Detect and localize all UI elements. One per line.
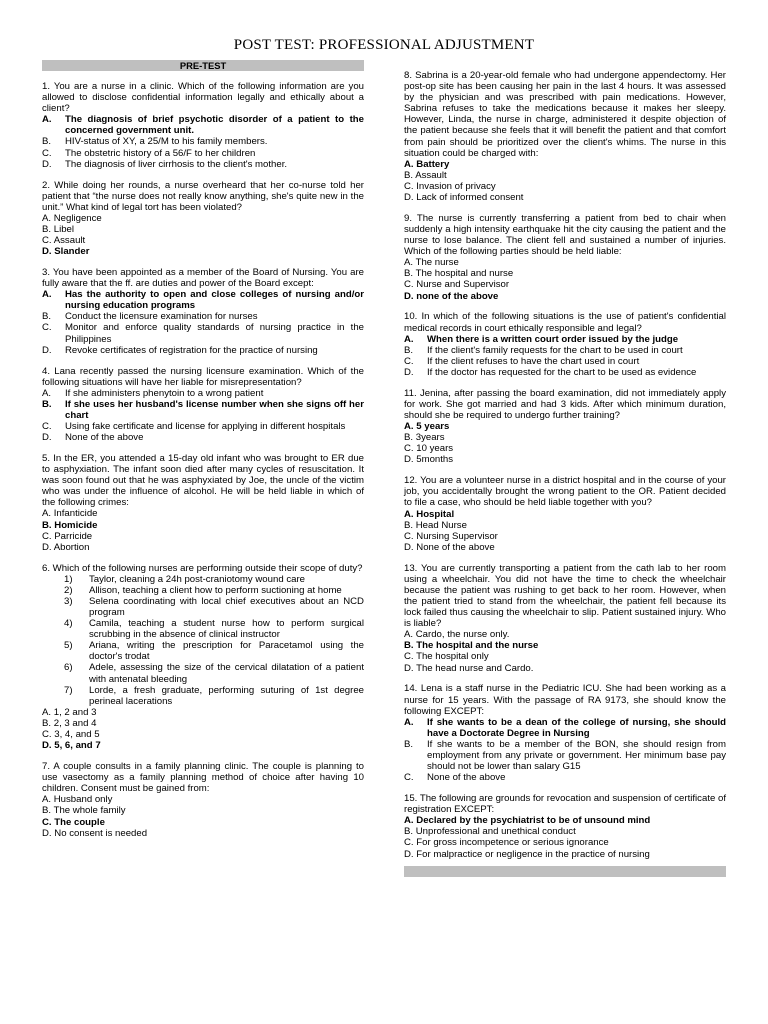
question-text: 10. In which of the following situations is the use of patient's confidential medical records in court ethically responsible and legal?	[404, 311, 726, 334]
numbered-item	[42, 596, 364, 618]
answer-option	[42, 729, 364, 740]
option-letter: D.	[404, 454, 414, 466]
option-text: Lack of informed consent	[416, 192, 524, 204]
item-text: Selena coordinating with local chief executives about an NCD program	[89, 595, 364, 619]
item-number: 7)	[64, 684, 73, 696]
option-text: None of the above	[427, 772, 506, 784]
option-text: Slander	[54, 246, 90, 258]
answer-option	[42, 322, 364, 344]
answer-option	[404, 334, 726, 345]
question-text: 6. Which of the following nurses are performing outside their scope of duty?	[42, 562, 363, 574]
option-text: Head Nurse	[415, 519, 467, 531]
answer-option	[42, 794, 364, 805]
option-text: 5months	[416, 454, 454, 466]
option-letter: B.	[42, 717, 52, 729]
option-letter: B.	[42, 311, 52, 323]
item-number: 5)	[64, 640, 73, 652]
option-text: The head nurse and Cardo.	[416, 662, 534, 674]
option-letter: C.	[42, 816, 52, 828]
option-text: The couple	[54, 816, 105, 828]
option-text: none of the above	[416, 290, 499, 302]
option-letter: B.	[42, 223, 52, 235]
option-text: 1, 2 and 3	[53, 706, 97, 718]
item-text: Taylor, cleaning a 24h post-craniotomy wound care	[89, 573, 305, 585]
answer-option	[404, 717, 726, 739]
option-text: Revoke certificates of registration for the practice of nursing	[65, 344, 318, 356]
item-number: 4)	[64, 618, 73, 630]
option-letter: A.	[42, 508, 52, 520]
answer-option	[42, 432, 364, 443]
question-text: 11. Jenina, after passing the board examination, did not immediately apply for work. She got married and had 3 kids. After which minimum duration, should she be required to undergo further training?	[404, 387, 726, 422]
question-8	[404, 70, 726, 203]
question-text: 5. In the ER, you attended a 15-day old infant who was brought to ER due to asphyxiation. The infant soon died after many cycles of resuscitation. It was soon found out that he was asphyxiated by Joe, the uncle of the victim who was under the influence of alcohol. He will be held liable in which of the following crimes:	[42, 453, 364, 509]
option-letter: A.	[42, 794, 52, 806]
answer-option	[404, 279, 726, 290]
answer-option	[42, 508, 364, 519]
option-letter: D.	[404, 541, 414, 553]
answer-option	[42, 805, 364, 816]
option-text: Negligence	[53, 212, 102, 224]
option-text: Libel	[53, 223, 75, 235]
footer-bar	[404, 866, 726, 877]
answer-option	[42, 520, 364, 531]
option-letter: D.	[42, 344, 52, 356]
numbered-item	[42, 618, 364, 640]
option-letter: A.	[404, 629, 414, 641]
item-number: 6)	[64, 662, 73, 674]
section-header: PRE-TEST	[42, 60, 364, 71]
question-12	[404, 475, 726, 553]
option-text: Declared by the psychiatrist to be of unsound mind	[416, 815, 651, 827]
option-letter: C.	[42, 421, 52, 433]
question-9	[404, 213, 726, 302]
right-column	[404, 60, 726, 877]
left-questions	[42, 81, 364, 839]
option-text: For malpractice or negligence in the practice of nursing	[416, 848, 650, 860]
option-letter: C.	[404, 837, 414, 849]
option-letter: D.	[404, 848, 414, 860]
option-letter: C.	[404, 355, 414, 367]
question-text: 2. While doing her rounds, a nurse overheard that her co-nurse told her patient that “the nurse does not really know anything, she's quite new in the unit.” What kind of legal tort has been violated?	[42, 179, 364, 213]
item-text: Allison, teaching a client how to perform suctioning at home	[89, 584, 342, 596]
option-text: No consent is needed	[54, 827, 148, 839]
answer-option	[404, 651, 726, 662]
option-letter: C.	[404, 530, 414, 542]
answer-option	[42, 213, 364, 224]
option-text: The hospital and the nurse	[416, 640, 539, 652]
answer-option	[404, 849, 726, 860]
option-text: Husband only	[53, 794, 113, 806]
question-text: 8. Sabrina is a 20-year-old female who had undergone appendectomy. Her post-op site has been causing her pain in the last 4 hours. It was assessed by the physician and was prescribed with pain medications. However, Sabrina refuses to take the medications because it makes her sleepy. However, Linda, the nurse in charge, administered it despite objection of the patient because she feels that it will benefit the patient and that comfort from pain should be prioritized over the client's whims. The nurse in this situation could be charged with:	[404, 70, 726, 159]
question-text: 7. A couple consults in a family planning clinic. The couple is planning to use vasectomy as a family planning method of choice after having 10 children. Consent must be gained from:	[42, 761, 364, 795]
option-text: The diagnosis of liver cirrhosis to the client's mother.	[65, 158, 288, 170]
option-letter: C.	[404, 651, 414, 663]
option-letter: A.	[42, 289, 52, 301]
option-text: If the client refuses to have the chart used in court	[427, 355, 640, 367]
answer-option	[404, 837, 726, 848]
answer-option	[42, 224, 364, 235]
option-text: If the client's family requests for the chart to be used in court	[427, 344, 683, 356]
answer-option	[42, 399, 364, 421]
option-text: If she wants to be a member of the BON, she should resign from employment from any private or government. Her minimum base pay should not be lower than salary G15	[427, 738, 726, 773]
option-letter: A.	[42, 212, 52, 224]
option-letter: D.	[42, 246, 52, 258]
question-text: 12. You are a volunteer nurse in a district hospital and in the course of your job, you accidentally brought the wrong patient to the OR. Patient decided to file a case, who should be held liable together with you?	[404, 475, 726, 509]
answer-option	[404, 432, 726, 443]
option-letter: C.	[404, 180, 414, 192]
answer-option	[404, 542, 726, 553]
answer-option	[42, 707, 364, 718]
option-text: 3years	[415, 432, 445, 444]
option-text: 2, 3 and 4	[53, 717, 97, 729]
option-letter: B.	[404, 344, 414, 356]
option-letter: A.	[404, 421, 414, 433]
answer-option	[404, 739, 726, 772]
option-letter: A.	[404, 508, 414, 520]
option-letter: B.	[42, 519, 52, 531]
option-letter: B.	[404, 826, 414, 838]
option-text: The hospital and nurse	[415, 268, 514, 280]
answer-option	[404, 531, 726, 542]
left-column	[42, 60, 364, 839]
question-10	[404, 311, 726, 378]
option-letter: B.	[404, 640, 414, 652]
option-text: The nurse	[415, 257, 459, 269]
option-text: Conduct the licensure examination for nurses	[65, 311, 258, 323]
option-text: The obstetric history of a 56/F to her children	[65, 147, 256, 159]
option-text: If the doctor has requested for the chart to be used as evidence	[427, 366, 697, 378]
answer-option	[42, 311, 364, 322]
item-number: 2)	[64, 584, 73, 596]
option-letter: C.	[42, 322, 52, 334]
option-text: Homicide	[54, 519, 98, 531]
answer-option	[42, 718, 364, 729]
answer-option	[42, 531, 364, 542]
answer-option	[42, 817, 364, 828]
option-letter: C.	[42, 729, 52, 741]
option-letter: D.	[404, 192, 414, 204]
option-text: HIV-status of XY, a 25/M to his family members.	[65, 136, 268, 148]
option-letter: D.	[42, 158, 52, 170]
question-text: 9. The nurse is currently transferring a patient from bed to chair when suddenly a high intensity earthquake hit the city causing the patient and the nurse to lose balance. The client fell and sustained a number of injuries. Which of the following parties should be held liable:	[404, 212, 726, 258]
numbered-item	[42, 640, 364, 662]
option-letter: A.	[42, 387, 52, 399]
question-text: 14. Lena is a staff nurse in the Pediatric ICU. She had been working as a nurse for 15 years. With the passage of RA 9173, she should know the following EXCEPT:	[404, 683, 726, 717]
item-text: Camila, teaching a student nurse how to perform surgical scrubbing in the absence of clinical instructor	[89, 618, 364, 641]
option-letter: A.	[42, 114, 52, 126]
option-text: For gross incompetence or serious ignorance	[416, 837, 609, 849]
question-4	[42, 366, 364, 444]
option-text: Nurse and Supervisor	[416, 279, 510, 291]
option-text: Using fake certificate and license for applying in different hospitals	[65, 421, 346, 433]
answer-option	[404, 159, 726, 170]
item-text: Ariana, writing the prescription for Paracetamol using the doctor's trodat	[89, 640, 364, 663]
answer-option	[42, 421, 364, 432]
option-text: The hospital only	[416, 651, 489, 663]
question-13	[404, 563, 726, 674]
answer-option	[404, 772, 726, 783]
option-letter: C.	[404, 443, 414, 455]
option-letter: D.	[42, 740, 52, 752]
question-text: 13. You are currently transporting a patient from the cath lab to her room using a wheelchair. You did not have the time to check the wheelchair because the patient was rushing to get back to her room. However, when the patient tried to stand from the wheelchair, the patient fell because its lock failed thus causing the wheelchair to slip. Patient sustained injury. Who is liable?	[404, 562, 726, 630]
answer-option	[404, 454, 726, 465]
option-letter: B.	[404, 519, 414, 531]
option-letter: C.	[404, 279, 414, 291]
option-letter: D.	[42, 827, 52, 839]
option-text: The whole family	[53, 805, 126, 817]
question-7	[42, 761, 364, 839]
option-text: Nursing Supervisor	[416, 530, 498, 542]
question-1	[42, 81, 364, 170]
option-text: Assault	[415, 169, 447, 181]
answer-option	[42, 114, 364, 136]
question-text: 15. The following are grounds for revocation and suspension of certificate of registration EXCEPT:	[404, 793, 726, 816]
option-text: Parricide	[54, 530, 93, 542]
answer-option	[42, 828, 364, 839]
option-text: Cardo, the nurse only.	[415, 629, 510, 641]
option-letter: B.	[42, 398, 52, 410]
option-text: The diagnosis of brief psychotic disorder of a patient to the concerned government unit.	[65, 114, 364, 137]
answer-option	[42, 289, 364, 311]
option-letter: D.	[42, 432, 52, 444]
option-letter: A.	[404, 333, 414, 345]
option-letter: B.	[404, 738, 414, 750]
option-letter: C.	[404, 772, 414, 784]
option-letter: B.	[404, 169, 414, 181]
option-text: None of the above	[416, 541, 495, 553]
question-text: 3. You have been appointed as a member of the Board of Nursing. You are fully aware that the ff. are duties and power of the Board except:	[42, 267, 364, 290]
option-letter: B.	[42, 805, 52, 817]
numbered-item	[42, 685, 364, 707]
answer-option	[42, 542, 364, 553]
numbered-item	[42, 574, 364, 585]
answer-option	[404, 268, 726, 279]
answer-option	[404, 826, 726, 837]
option-text: If she administers phenytoin to a wrong patient	[65, 387, 264, 399]
answer-option	[404, 345, 726, 356]
option-letter: B.	[404, 268, 414, 280]
option-letter: A.	[404, 257, 414, 269]
option-text: 5, 6, and 7	[54, 740, 101, 752]
option-text: Battery	[416, 158, 450, 170]
question-6	[42, 563, 364, 752]
answer-option	[404, 181, 726, 192]
option-text: Hospital	[416, 508, 455, 520]
item-text: Lorde, a fresh graduate, performing suturing of 1st degree perineal lacerations	[89, 684, 364, 707]
question-2	[42, 180, 364, 258]
numbered-item	[42, 662, 364, 684]
answer-option	[42, 246, 364, 257]
option-letter: D.	[404, 366, 414, 378]
option-letter: D.	[42, 541, 52, 553]
option-letter: B.	[404, 432, 414, 444]
answer-option	[404, 367, 726, 378]
answer-option	[404, 663, 726, 674]
answer-option	[42, 345, 364, 356]
option-text: If she wants to be a dean of the college of nursing, she should have a Doctorate Degree in Nursing	[427, 716, 726, 739]
option-letter: D.	[404, 662, 414, 674]
option-text: Infanticide	[53, 508, 98, 520]
answer-option	[42, 388, 364, 399]
option-text: Has the authority to open and close colleges of nursing and/or nursing education programs	[65, 289, 364, 312]
option-letter: B.	[42, 136, 52, 148]
item-number: 1)	[64, 573, 73, 585]
answer-option	[404, 443, 726, 454]
numbered-item	[42, 585, 364, 596]
option-letter: A.	[42, 706, 52, 718]
question-5	[42, 453, 364, 553]
option-letter: A.	[404, 716, 414, 728]
option-text: Monitor and enforce quality standards of nursing practice in the Philippines	[65, 322, 364, 345]
item-number: 3)	[64, 595, 73, 607]
item-text: Adele, assessing the size of the cervical dilatation of a patient with antenatal bleeding	[89, 662, 364, 685]
option-text: If she uses her husband's license number when she signs off her chart	[65, 398, 364, 421]
answer-option	[42, 159, 364, 170]
option-text: Invasion of privacy	[416, 180, 496, 192]
page-title: POST TEST: PROFESSIONAL ADJUSTMENT	[233, 37, 535, 53]
question-15	[404, 793, 726, 860]
option-text: When there is a written court order issued by the judge	[427, 333, 679, 345]
option-letter: A.	[404, 158, 414, 170]
answer-option	[404, 509, 726, 520]
answer-option	[404, 170, 726, 181]
option-text: Unprofessional and unethical conduct	[415, 826, 576, 838]
option-text: 5 years	[416, 421, 450, 433]
answer-option	[404, 257, 726, 268]
answer-option	[404, 520, 726, 531]
answer-option	[404, 640, 726, 651]
question-3	[42, 267, 364, 356]
answer-option	[404, 291, 726, 302]
option-text: Abortion	[53, 541, 90, 553]
option-letter: A.	[404, 815, 414, 827]
answer-option	[42, 148, 364, 159]
option-letter: D.	[404, 290, 414, 302]
answer-option	[42, 136, 364, 147]
option-letter: C.	[42, 235, 52, 247]
right-questions	[404, 70, 726, 860]
answer-option	[404, 356, 726, 367]
answer-option	[404, 629, 726, 640]
option-text: 3, 4, and 5	[54, 729, 100, 741]
answer-option	[404, 421, 726, 432]
question-text: 4. Lana recently passed the nursing licensure examination. Which of the following situations will have her liable for misrepresentation?	[42, 365, 364, 388]
question-14	[404, 683, 726, 783]
option-letter: C.	[42, 147, 52, 159]
answer-option	[42, 235, 364, 246]
answer-option	[42, 740, 364, 751]
option-text: None of the above	[65, 432, 144, 444]
answer-option	[404, 815, 726, 826]
option-text: Assault	[53, 235, 86, 247]
question-text: 1. You are a nurse in a clinic. Which of the following information are you allowed to disclose confidential information legally and ethically about a client?	[42, 81, 364, 115]
option-text: 10 years	[416, 443, 454, 455]
option-letter: C.	[42, 530, 52, 542]
question-11	[404, 388, 726, 466]
answer-option	[404, 192, 726, 203]
